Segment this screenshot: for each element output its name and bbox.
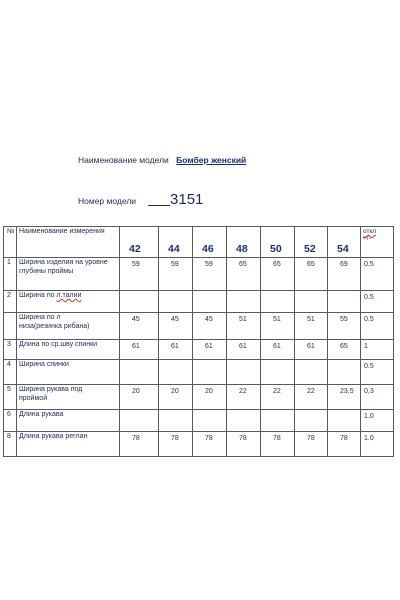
model-number-line xyxy=(78,191,203,208)
size-value: 61 xyxy=(261,340,295,360)
model-name-line xyxy=(78,155,246,165)
size-value xyxy=(295,360,328,385)
size-value: 78 xyxy=(295,432,328,457)
size-value: 22 xyxy=(261,385,295,410)
size-header: 46 xyxy=(193,227,227,258)
size-value: 61 xyxy=(227,340,261,360)
size-header: 50 xyxy=(261,227,295,258)
size-value xyxy=(261,360,295,385)
size-value: 61 xyxy=(295,340,328,360)
table-row xyxy=(4,410,394,432)
size-value: 65 xyxy=(261,258,295,291)
size-value xyxy=(295,291,328,313)
size-header: 48 xyxy=(227,227,261,258)
size-value xyxy=(328,360,361,385)
size-value: 61 xyxy=(120,340,159,360)
underline-blank xyxy=(148,205,170,206)
measurement-name xyxy=(17,385,120,410)
measurement-name-line1: Длина рукава xyxy=(19,411,64,418)
measurement-name xyxy=(17,432,120,457)
table-row xyxy=(4,340,394,360)
row-number: 3 xyxy=(4,340,17,360)
size-value: 45 xyxy=(193,313,227,340)
size-value: 69 xyxy=(328,258,361,291)
size-value xyxy=(120,291,159,313)
measurement-name-line1: Ширина по л xyxy=(19,314,61,321)
size-value: 78 xyxy=(159,432,193,457)
tolerance-value: 1 xyxy=(361,340,394,360)
size-value xyxy=(159,410,193,432)
size-value xyxy=(227,360,261,385)
col-name-header: Наименование измерения xyxy=(17,227,120,258)
measurement-name-line1: Длина рукава реглан xyxy=(19,433,88,440)
size-value xyxy=(193,360,227,385)
row-number: 1 xyxy=(4,258,17,291)
row-number: 5 xyxy=(4,385,17,410)
model-name-label: Наименование модели xyxy=(78,155,169,165)
table-row xyxy=(4,385,394,410)
measurement-name xyxy=(17,313,120,340)
size-value: 59 xyxy=(120,258,159,291)
tolerance-header-line2: +/- xyxy=(363,235,371,243)
measurement-name-line1: Ширина рукава под xyxy=(19,386,83,393)
measurement-name-line2: глубины проймы xyxy=(19,267,74,275)
measurement-name-line1: Ширина спинки xyxy=(19,361,69,368)
row-number: 6 xyxy=(4,410,17,432)
measurement-name-line1: Ширина изделия на уровне xyxy=(19,259,108,266)
model-number-label: Номер модели xyxy=(78,196,137,206)
size-header: 54 xyxy=(328,227,361,258)
tolerance-header xyxy=(361,227,394,258)
size-value: 78 xyxy=(227,432,261,457)
size-value: 22 xyxy=(227,385,261,410)
size-value xyxy=(261,410,295,432)
size-value xyxy=(261,291,295,313)
measurement-name-underlined: л.талии xyxy=(56,292,82,299)
measurement-name xyxy=(17,410,120,432)
size-value xyxy=(328,291,361,313)
size-value xyxy=(227,410,261,432)
tolerance-value: 0,3 xyxy=(361,385,394,410)
table-row xyxy=(4,291,394,313)
size-value: 22 xyxy=(295,385,328,410)
measurement-name-line1: Ширина по xyxy=(19,292,57,299)
size-value: 61 xyxy=(193,340,227,360)
tolerance-value: 1.0 xyxy=(361,432,394,457)
col-num-header: № xyxy=(4,227,17,258)
size-value: 61 xyxy=(159,340,193,360)
size-value xyxy=(120,360,159,385)
size-value: 45 xyxy=(159,313,193,340)
size-value xyxy=(159,360,193,385)
size-value: 51 xyxy=(295,313,328,340)
measurement-name-line1: Длина по ср.шву спинки xyxy=(19,341,98,348)
model-number-value: 3151 xyxy=(170,191,204,208)
table-row xyxy=(4,432,394,457)
tolerance-value: 1.0 xyxy=(361,410,394,432)
measurement-name xyxy=(17,258,120,291)
size-value: 78 xyxy=(328,432,361,457)
size-value: 20 xyxy=(193,385,227,410)
tolerance-value: 0.5 xyxy=(361,258,394,291)
size-header: 44 xyxy=(159,227,193,258)
row-number: 8 xyxy=(4,432,17,457)
row-number: 2 xyxy=(4,291,17,313)
size-value: 59 xyxy=(193,258,227,291)
size-value xyxy=(328,410,361,432)
table-header-row xyxy=(4,227,394,258)
size-value xyxy=(295,410,328,432)
size-value: 78 xyxy=(193,432,227,457)
size-value: 20 xyxy=(120,385,159,410)
size-value: 51 xyxy=(261,313,295,340)
row-number: 4 xyxy=(4,360,17,385)
size-header: 52 xyxy=(295,227,328,258)
size-value xyxy=(193,410,227,432)
size-value: 20 xyxy=(159,385,193,410)
tolerance-header-line1: откл xyxy=(363,228,377,235)
measurement-name xyxy=(17,291,120,313)
tolerance-value: 0.5 xyxy=(361,291,394,313)
size-value: 51 xyxy=(227,313,261,340)
row-number xyxy=(4,313,17,340)
model-name-value: Бомбер женский xyxy=(176,155,247,165)
measurement-name-line2: низа(резинка рибана) xyxy=(19,322,90,330)
table-row xyxy=(4,313,394,340)
size-value: 78 xyxy=(120,432,159,457)
size-value xyxy=(120,410,159,432)
size-value: 78 xyxy=(261,432,295,457)
table-row xyxy=(4,258,394,291)
size-value xyxy=(227,291,261,313)
tolerance-value: 0.5 xyxy=(361,313,394,340)
table-row xyxy=(4,360,394,385)
size-value: 45 xyxy=(120,313,159,340)
size-value xyxy=(193,291,227,313)
tolerance-value: 0.5 xyxy=(361,360,394,385)
size-value: 65 xyxy=(227,258,261,291)
size-value xyxy=(159,291,193,313)
measurements-table xyxy=(3,226,394,457)
measurement-name xyxy=(17,340,120,360)
measurement-name-line2: проймой xyxy=(19,394,48,402)
measurement-name xyxy=(17,360,120,385)
size-value: 65 xyxy=(295,258,328,291)
size-value: 65 xyxy=(328,340,361,360)
size-header: 42 xyxy=(120,227,159,258)
size-value: 23,5 xyxy=(328,385,361,410)
size-value: 55 xyxy=(328,313,361,340)
size-value: 59 xyxy=(159,258,193,291)
